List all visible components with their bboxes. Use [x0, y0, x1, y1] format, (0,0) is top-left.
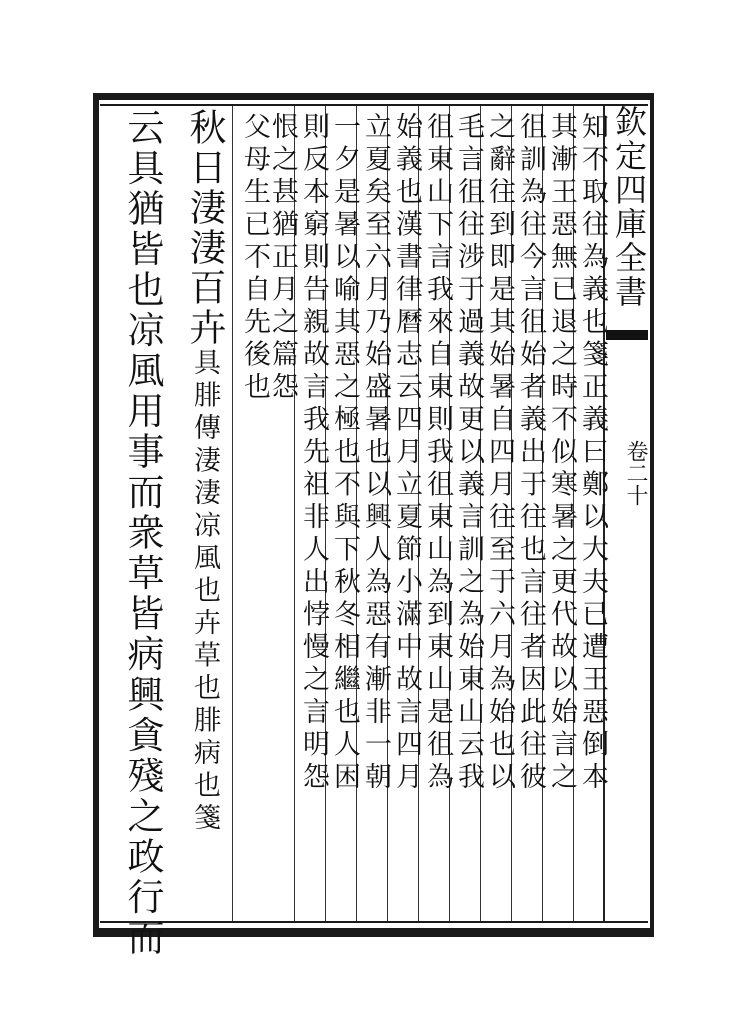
fish-tail-mark	[606, 330, 648, 340]
verse-commentary: 具腓傳淒淒凉風也卉草也腓病也箋	[189, 348, 220, 836]
text-column-12: 父母生已不自先後也	[239, 112, 270, 405]
column-rule	[232, 106, 233, 921]
main-verse: 秋日淒淒百卉	[183, 108, 226, 348]
text-column-first: 知不取往為義也箋正義曰鄭以大夫已遭王惡倒本	[577, 112, 608, 795]
inner-border-top	[100, 104, 648, 106]
text-column-8: 立夏矣至六月乃始盛暑也以興人為惡有漸非一朝	[360, 112, 391, 795]
text-column-3: 徂訓為往今言徂始者義出于往也言往者因此往彼	[515, 112, 546, 795]
text-column-4: 之辭往到即是其始暑自四月往至于六月為始也以	[484, 112, 515, 795]
margin-title: 欽定四庫全書	[610, 105, 648, 309]
text-column-10: 則反本窮則告親故言我先祖非人出悖慢之言明怨	[298, 112, 329, 795]
text-column-11: 恨之甚猶正月之篇怨	[267, 112, 298, 405]
border-bottom	[93, 928, 653, 937]
border-right	[650, 93, 654, 937]
border-top	[93, 93, 653, 100]
text-column-2: 其漸王惡無已退之時不似寒暑之更代故以始言之	[546, 112, 577, 795]
text-column-5: 毛言徂往涉于過義故更以義言訓之為始東山云我	[453, 112, 484, 795]
inner-border-bottom	[100, 921, 648, 923]
margin-juan: 卷二十	[623, 440, 648, 506]
text-column-6: 徂東山下言我來自東則我徂東山為到東山是徂為	[422, 112, 453, 795]
border-left	[93, 93, 99, 937]
text-column-7: 始義也漢書律曆志云四月立夏節小滿中故言四月	[391, 112, 422, 795]
text-column-mixed	[182, 108, 226, 836]
text-column-main: 云具猶皆也凉風用事而衆草皆病興貪殘之政行而	[121, 108, 164, 959]
text-column-9: 一夕是暑以喻其惡之極也不與下秋冬相繼也人困	[329, 112, 360, 795]
